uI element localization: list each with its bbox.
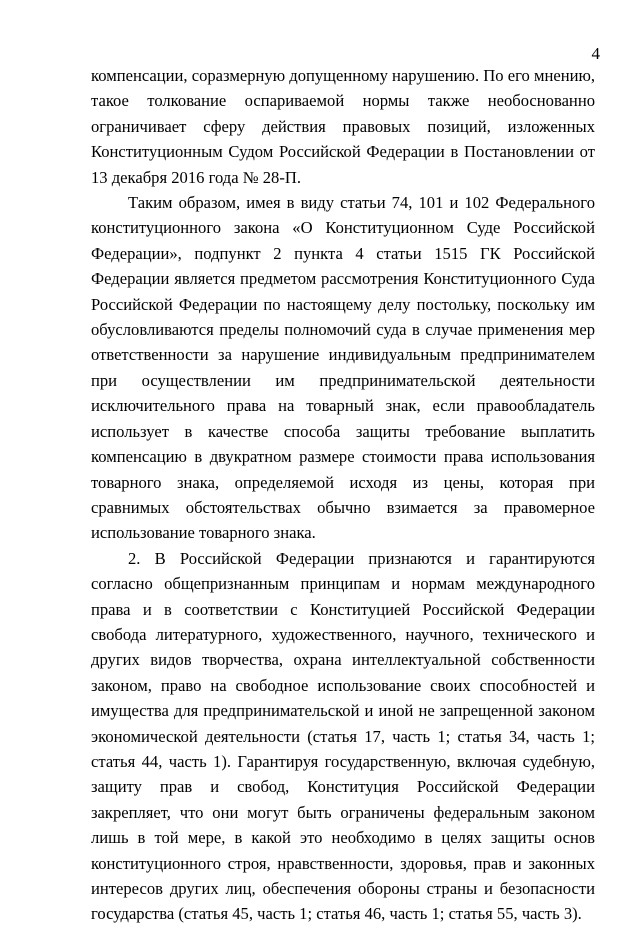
document-body: [91, 63, 595, 927]
page-number: 4: [591, 44, 600, 63]
paragraph-continuation: компенсации, соразмерную допущенному нарушению. По его мнению, такое толкование оспариваемой нормы также необоснованно ограничивает сферу действия правовых позиций, изложенных Конституционным Судом Российской Федерации в Постановлении от 13 декабря 2016 года № 28-П.: [91, 66, 595, 187]
paragraph-subject-of-review: Таким образом, имея в виду статьи 74, 101 и 102 Федерального конституционного закона «О Конституционном Суде Российской Федерации», подпункт 2 пункта 4 статьи 1515 ГК Российской Федерации является предметом рассмотрения Конституционного Суда Российской Федерации по настоящему делу постольку, поскольку им обусловливаются пределы полномочий суда в случае применения мер ответственности за нарушение индивидуальным предпринимателем при осуществлении им предпринимательской деятельности исключительного права на товарный знак, если правообладатель использует в качестве способа защиты требование выплатить компенсацию в двукратном размере стоимости права использования товарного знака, определяемой исходя из цены, которая при сравнимых обстоятельствах обычно взимается за правомерное использование товарного знака.: [91, 193, 595, 543]
paragraph-section-2: 2. В Российской Федерации признаются и гарантируются согласно общепризнанным принципам и нормам международного права и в соответствии с Конституцией Российской Федерации свобода литературного, художественного, научного, технического и других видов творчества, охрана интеллектуальной собственности законом, право на свободное использование своих способностей и имущества для предпринимательской и иной не запрещенной законом экономической деятельности (статья 17, часть 1; статья 34, часть 1; статья 44, часть 1). Гарантируя государственную, включая судебную, защиту прав и свобод, Конституция Российской Федерации закрепляет, что они могут быть ограничены федеральным законом лишь в той мере, в какой это необходимо в целях защиты основ конституционного строя, нравственности, здоровья, прав и законных интересов других лиц, обеспечения обороны страны и безопасности государства (статья 45, часть 1; статья 46, часть 1; статья 55, часть 3).: [91, 548, 595, 924]
